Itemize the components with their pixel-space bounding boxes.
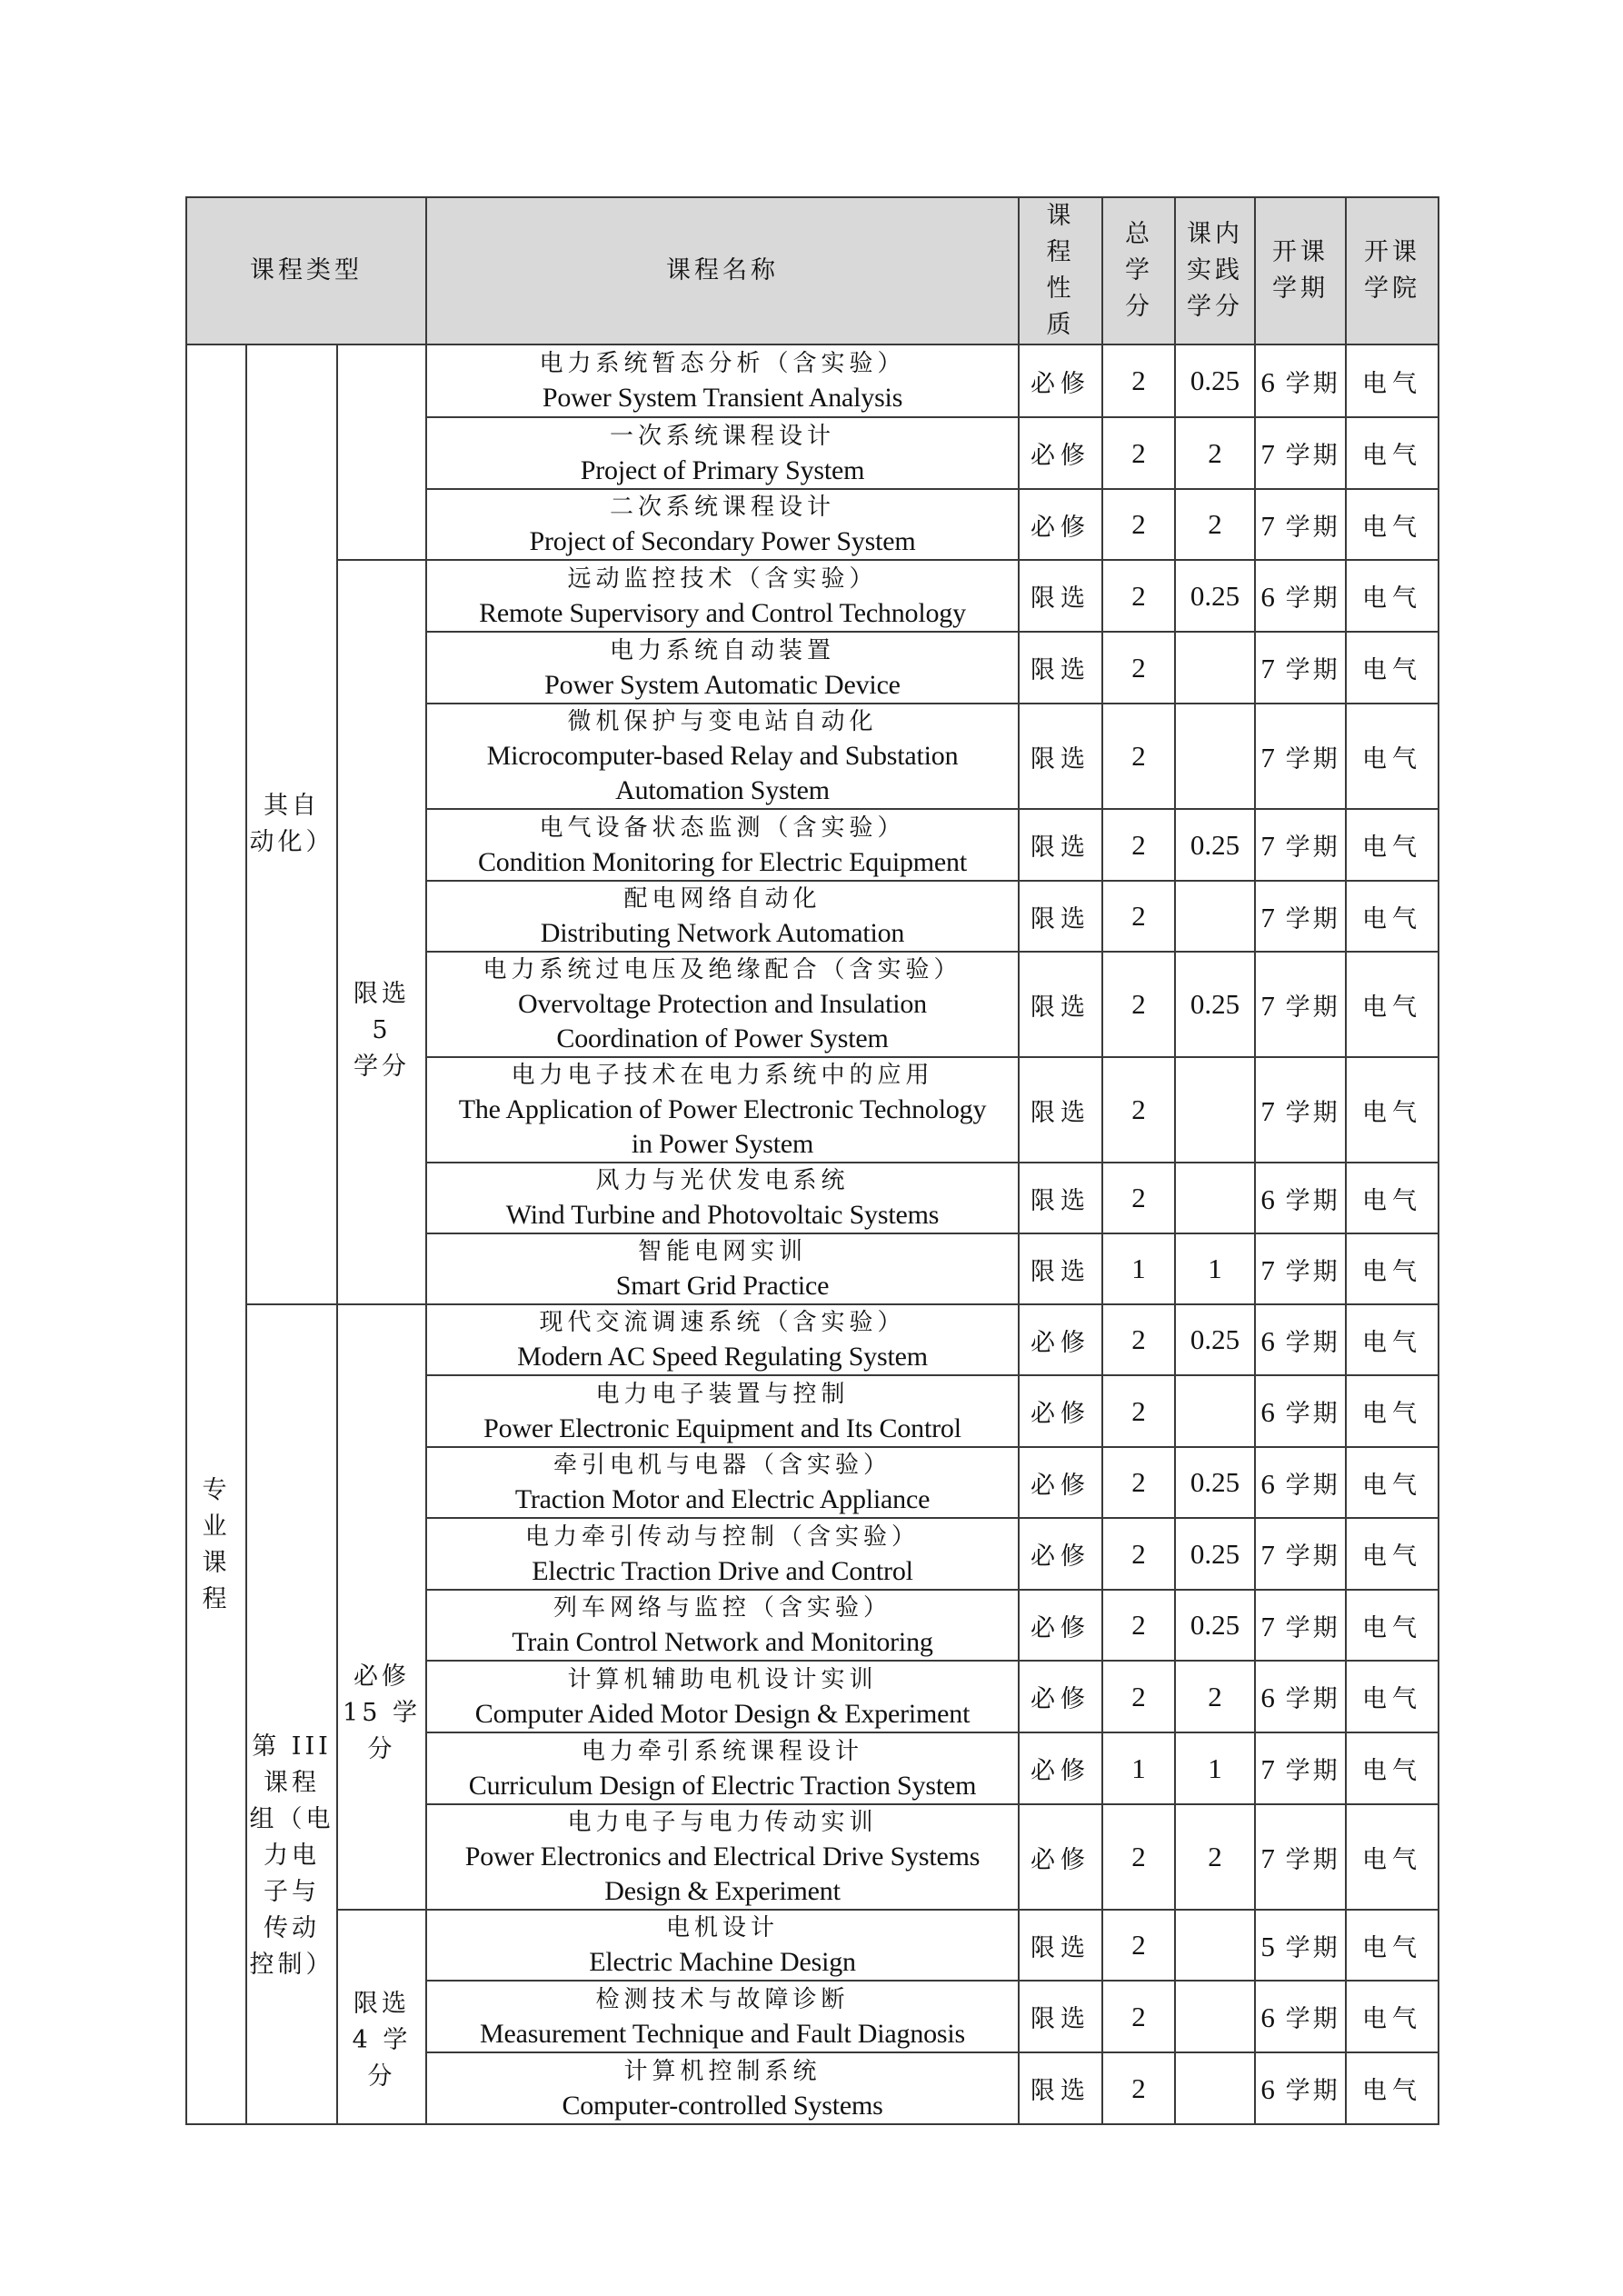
term-number: 7 xyxy=(1260,1539,1286,1571)
course-nature-cell: 必修 xyxy=(1019,1518,1102,1590)
course-name-cn: 电力系统自动装置 xyxy=(609,636,835,664)
college-cell: 电气 xyxy=(1346,1233,1439,1304)
total-credits-cell: 2 xyxy=(1102,344,1175,417)
term-cell xyxy=(1255,704,1346,809)
college-cell: 电气 xyxy=(1346,1981,1439,2052)
term-number: 6 xyxy=(1260,1682,1286,1713)
term-unit: 学期 xyxy=(1285,834,1340,862)
term-unit: 学期 xyxy=(1285,656,1340,684)
course-name-en-cont: in Power System xyxy=(631,1129,814,1159)
course-nature-cell: 必修 xyxy=(1019,1447,1102,1518)
total-credits-cell: 2 xyxy=(1102,704,1175,809)
practice-credits-cell: 2 xyxy=(1175,1804,1255,1910)
term-cell xyxy=(1255,1518,1346,1590)
term-unit: 学期 xyxy=(1285,1471,1340,1500)
term-number: 7 xyxy=(1260,1253,1286,1286)
header-course-nature: 课程 性质 xyxy=(1019,197,1102,344)
course-name-cn: 二次系统课程设计 xyxy=(609,494,835,521)
course-nature-cell: 限选 xyxy=(1019,1233,1102,1304)
college-cell: 电气 xyxy=(1346,1057,1439,1163)
college-cell: 电气 xyxy=(1346,417,1439,489)
term-unit: 学期 xyxy=(1285,904,1340,933)
course-name-cell xyxy=(426,417,1019,489)
term-cell xyxy=(1255,952,1346,1057)
requirement-label-elective4: 限选 4 学 分 xyxy=(352,1990,412,2091)
course-name-cn: 计算机辅助电机设计实训 xyxy=(567,1665,878,1693)
course-name-cell xyxy=(426,1375,1019,1447)
practice-credits-cell: 2 xyxy=(1175,489,1255,560)
course-name-cn: 风力与光伏发电系统 xyxy=(595,1167,850,1194)
term-unit: 学期 xyxy=(1285,744,1340,774)
college-cell: 电气 xyxy=(1346,1447,1439,1518)
term-number: 7 xyxy=(1260,741,1286,774)
total-credits-cell: 2 xyxy=(1102,1304,1175,1375)
practice-credits-cell xyxy=(1175,1910,1255,1981)
term-cell xyxy=(1255,1732,1346,1804)
course-name-en: Wind Turbine and Photovoltaic Systems xyxy=(505,1200,940,1230)
course-nature-cell: 必修 xyxy=(1019,1375,1102,1447)
course-name-cn: 电力电子装置与控制 xyxy=(595,1380,850,1408)
requirement-label-required15: 必修 15 学 分 xyxy=(343,1662,421,1763)
college-cell: 电气 xyxy=(1346,344,1439,417)
total-credits-cell: 2 xyxy=(1102,1518,1175,1590)
college-cell: 电气 xyxy=(1346,704,1439,809)
course-nature-cell: 必修 xyxy=(1019,489,1102,560)
practice-credits-cell xyxy=(1175,1163,1255,1233)
practice-credits-cell: 0.25 xyxy=(1175,952,1255,1057)
total-credits-cell: 2 xyxy=(1102,489,1175,560)
course-name-en: Electric Traction Drive and Control xyxy=(532,1555,913,1586)
course-name-cell xyxy=(426,1447,1019,1518)
college-cell: 电气 xyxy=(1346,1804,1439,1910)
term-unit: 学期 xyxy=(1285,1098,1340,1127)
course-nature-cell: 限选 xyxy=(1019,881,1102,952)
term-number: 7 xyxy=(1260,989,1286,1022)
subgroup-cell-top xyxy=(246,344,337,1304)
practice-credits-cell: 2 xyxy=(1175,417,1255,489)
practice-credits-cell: 1 xyxy=(1175,1233,1255,1304)
course-name-cell xyxy=(426,881,1019,952)
course-name-cn: 电力电子技术在电力系统中的应用 xyxy=(511,1062,934,1089)
total-credits-cell: 2 xyxy=(1102,417,1175,489)
term-cell xyxy=(1255,1304,1346,1375)
practice-credits-cell: 0.25 xyxy=(1175,1518,1255,1590)
course-name-en: Power Electronics and Electrical Drive Systems xyxy=(464,1842,981,1872)
practice-credits-cell xyxy=(1175,2052,1255,2124)
term-cell xyxy=(1255,1057,1346,1163)
course-name-cell xyxy=(426,1981,1019,2052)
term-unit: 学期 xyxy=(1285,1542,1340,1571)
practice-credits-cell xyxy=(1175,704,1255,809)
course-rows xyxy=(186,344,1439,2124)
total-credits-cell: 2 xyxy=(1102,1804,1175,1910)
course-nature-cell: 必修 xyxy=(1019,1732,1102,1804)
term-number: 7 xyxy=(1260,653,1286,684)
total-credits-cell: 2 xyxy=(1102,2052,1175,2124)
requirement-cell-elective5 xyxy=(337,560,426,1304)
term-cell xyxy=(1255,1910,1346,1981)
term-cell xyxy=(1255,560,1346,632)
practice-credits-cell: 0.25 xyxy=(1175,560,1255,632)
term-cell xyxy=(1255,417,1346,489)
course-name-en-cont: Automation System xyxy=(615,775,830,805)
course-name-en: Project of Secondary Power System xyxy=(529,526,916,556)
course-name-en: Computer-controlled Systems xyxy=(562,2090,883,2121)
course-name-cn: 微机保护与变电站自动化 xyxy=(567,708,878,735)
term-cell xyxy=(1255,1233,1346,1304)
practice-credits-cell xyxy=(1175,1981,1255,2052)
practice-credits-cell: 2 xyxy=(1175,1661,1255,1732)
course-name-en: Smart Grid Practice xyxy=(615,1271,830,1301)
total-credits-cell: 2 xyxy=(1102,560,1175,632)
term-number: 7 xyxy=(1260,1094,1286,1127)
term-unit: 学期 xyxy=(1285,1328,1340,1357)
subgroup-label-iii: 第 III 课程 组（电 力电 子与 传动 控制） xyxy=(249,1732,334,1979)
course-name-cn: 电机设计 xyxy=(665,1914,779,1942)
practice-credits-cell: 1 xyxy=(1175,1732,1255,1804)
term-number: 6 xyxy=(1260,1183,1286,1215)
term-cell xyxy=(1255,489,1346,560)
term-cell xyxy=(1255,1661,1346,1732)
term-cell xyxy=(1255,1590,1346,1661)
course-nature-cell: 限选 xyxy=(1019,952,1102,1057)
course-name-cn: 现代交流调速系统（含实验） xyxy=(539,1309,906,1336)
practice-credits-cell: 0.25 xyxy=(1175,809,1255,881)
practice-credits-cell: 0.25 xyxy=(1175,1590,1255,1661)
header-total-credits: 总 学 分 xyxy=(1102,197,1175,344)
course-name-cell xyxy=(426,704,1019,809)
category-label: 专 业 课 程 xyxy=(202,1475,231,1613)
course-name-cn: 电气设备状态监测（含实验） xyxy=(539,814,906,842)
course-name-cn: 远动监控技术（含实验） xyxy=(567,564,878,593)
total-credits-cell: 2 xyxy=(1102,809,1175,881)
course-name-en: Distributing Network Automation xyxy=(540,918,905,948)
total-credits-cell: 2 xyxy=(1102,881,1175,952)
term-unit: 学期 xyxy=(1285,1400,1340,1428)
course-nature-cell: 必修 xyxy=(1019,1804,1102,1910)
term-number: 7 xyxy=(1260,1610,1286,1642)
course-name-en: Project of Primary System xyxy=(580,454,865,485)
term-number: 6 xyxy=(1260,1396,1286,1428)
course-name-cn: 检测技术与故障诊断 xyxy=(595,1985,850,2013)
total-credits-cell: 2 xyxy=(1102,952,1175,1057)
practice-credits-cell: 0.25 xyxy=(1175,1447,1255,1518)
term-unit: 学期 xyxy=(1285,1685,1340,1713)
course-row xyxy=(186,1304,1439,1375)
college-cell: 电气 xyxy=(1346,1661,1439,1732)
course-name-cn: 智能电网实训 xyxy=(637,1238,807,1265)
term-number: 6 xyxy=(1260,365,1286,398)
course-name-cell xyxy=(426,1910,1019,1981)
term-number: 7 xyxy=(1260,509,1286,542)
course-name-cn: 电力电子与电力传动实训 xyxy=(567,1809,878,1836)
course-name-cn: 计算机控制系统 xyxy=(623,2057,821,2085)
college-cell: 电气 xyxy=(1346,809,1439,881)
course-name-en-cont: Design & Experiment xyxy=(604,1876,841,1906)
course-name-en: Remote Supervisory and Control Technology xyxy=(479,597,966,628)
course-name-en: Computer Aided Motor Design & Experiment xyxy=(474,1698,971,1729)
course-name-en: Microcomputer-based Relay and Substation xyxy=(486,741,959,771)
course-name-cell xyxy=(426,1304,1019,1375)
course-nature-cell: 限选 xyxy=(1019,1910,1102,1981)
course-name-cell xyxy=(426,809,1019,881)
total-credits-cell: 1 xyxy=(1102,1233,1175,1304)
requirement-cell-required15 xyxy=(337,1304,426,1910)
course-name-en: Measurement Technique and Fault Diagnosis xyxy=(479,2018,966,2049)
course-name-en: Power System Automatic Device xyxy=(544,669,901,700)
practice-credits-cell xyxy=(1175,1057,1255,1163)
header-course-name: 课程名称 xyxy=(426,197,1019,344)
course-name-cell xyxy=(426,489,1019,560)
course-nature-cell: 必修 xyxy=(1019,344,1102,417)
term-cell xyxy=(1255,344,1346,417)
term-unit: 学期 xyxy=(1285,993,1340,1022)
term-number: 7 xyxy=(1260,438,1286,470)
term-number: 7 xyxy=(1260,830,1286,862)
term-cell xyxy=(1255,2052,1346,2124)
course-nature-cell: 限选 xyxy=(1019,1163,1102,1233)
term-unit: 学期 xyxy=(1285,584,1340,613)
course-name-cell xyxy=(426,2052,1019,2124)
college-cell: 电气 xyxy=(1346,952,1439,1057)
term-number: 5 xyxy=(1260,1930,1286,1962)
term-cell xyxy=(1255,1804,1346,1910)
course-nature-cell: 限选 xyxy=(1019,560,1102,632)
college-cell: 电气 xyxy=(1346,1732,1439,1804)
term-unit: 学期 xyxy=(1285,1613,1340,1642)
subgroup-label-top: 其自 动化） xyxy=(249,792,334,856)
course-nature-cell: 必修 xyxy=(1019,417,1102,489)
term-unit: 学期 xyxy=(1285,1845,1340,1874)
college-cell: 电气 xyxy=(1346,1304,1439,1375)
practice-credits-cell xyxy=(1175,632,1255,704)
course-name-en-cont: Coordination of Power System xyxy=(556,1023,889,1053)
course-name-cell xyxy=(426,1661,1019,1732)
course-name-cn: 电力系统过电压及绝缘配合（含实验） xyxy=(483,956,962,983)
term-number: 6 xyxy=(1260,581,1286,613)
term-number: 6 xyxy=(1260,1324,1286,1357)
course-name-cn: 电力牵引系统课程设计 xyxy=(581,1737,863,1765)
term-number: 7 xyxy=(1260,1753,1286,1785)
course-name-en: Overvoltage Protection and Insulation xyxy=(518,989,927,1019)
course-nature-cell: 限选 xyxy=(1019,1057,1102,1163)
college-cell: 电气 xyxy=(1346,1163,1439,1233)
term-cell xyxy=(1255,1163,1346,1233)
total-credits-cell: 2 xyxy=(1102,1447,1175,1518)
term-unit: 学期 xyxy=(1285,369,1340,398)
course-name-cell xyxy=(426,1590,1019,1661)
term-cell xyxy=(1255,1981,1346,2052)
header-row xyxy=(186,197,1439,344)
course-nature-cell: 限选 xyxy=(1019,2052,1102,2124)
course-name-cn: 电力牵引传动与控制（含实验） xyxy=(524,1522,920,1551)
course-row xyxy=(186,1910,1439,1981)
header-term: 开课 学期 xyxy=(1255,197,1346,344)
term-number: 7 xyxy=(1260,1842,1286,1874)
term-cell xyxy=(1255,1447,1346,1518)
requirement-cell-elective4 xyxy=(337,1910,426,2124)
total-credits-cell: 2 xyxy=(1102,1375,1175,1447)
term-unit: 学期 xyxy=(1285,513,1340,542)
course-name-cell xyxy=(426,560,1019,632)
college-cell: 电气 xyxy=(1346,632,1439,704)
college-cell: 电气 xyxy=(1346,489,1439,560)
course-name-cn: 列车网络与监控（含实验） xyxy=(553,1594,891,1622)
total-credits-cell: 2 xyxy=(1102,1590,1175,1661)
course-name-cn: 一次系统课程设计 xyxy=(609,422,835,450)
course-nature-cell: 限选 xyxy=(1019,632,1102,704)
course-nature-cell: 必修 xyxy=(1019,1590,1102,1661)
college-cell: 电气 xyxy=(1346,881,1439,952)
header-course-type: 课程类型 xyxy=(186,197,426,344)
term-number: 6 xyxy=(1260,2002,1286,2033)
practice-credits-cell: 0.25 xyxy=(1175,344,1255,417)
course-name-cell xyxy=(426,1057,1019,1163)
course-name-cell xyxy=(426,952,1019,1057)
total-credits-cell: 2 xyxy=(1102,1661,1175,1732)
course-name-en: Power Electronic Equipment and Its Control xyxy=(483,1413,961,1443)
course-name-cn: 配电网络自动化 xyxy=(623,885,821,913)
total-credits-cell: 2 xyxy=(1102,1981,1175,2052)
course-name-cell xyxy=(426,1732,1019,1804)
requirement-cell-required-top xyxy=(337,344,426,560)
term-cell xyxy=(1255,632,1346,704)
total-credits-cell: 2 xyxy=(1102,1163,1175,1233)
practice-credits-cell: 0.25 xyxy=(1175,1304,1255,1375)
term-cell xyxy=(1255,809,1346,881)
total-credits-cell: 2 xyxy=(1102,1057,1175,1163)
college-cell: 电气 xyxy=(1346,1375,1439,1447)
course-name-cell xyxy=(426,1163,1019,1233)
course-name-en: Modern AC Speed Regulating System xyxy=(517,1342,928,1372)
term-unit: 学期 xyxy=(1285,1933,1340,1962)
college-cell: 电气 xyxy=(1346,1518,1439,1590)
term-cell xyxy=(1255,881,1346,952)
header-practice-credits: 课内 实践 学分 xyxy=(1175,197,1255,344)
course-table xyxy=(185,196,1439,2125)
term-unit: 学期 xyxy=(1285,2005,1340,2033)
course-name-en: Power System Transient Analysis xyxy=(542,383,903,413)
practice-credits-cell xyxy=(1175,1375,1255,1447)
course-name-en: Traction Motor and Electric Appliance xyxy=(514,1484,931,1514)
term-number: 6 xyxy=(1260,1467,1286,1500)
term-number: 7 xyxy=(1260,901,1286,933)
college-cell: 电气 xyxy=(1346,2052,1439,2124)
term-cell xyxy=(1255,1375,1346,1447)
course-nature-cell: 必修 xyxy=(1019,1304,1102,1375)
course-name-en: Curriculum Design of Electric Traction System xyxy=(468,1770,977,1801)
term-unit: 学期 xyxy=(1285,2077,1340,2105)
course-name-cell xyxy=(426,344,1019,417)
term-unit: 学期 xyxy=(1285,1757,1340,1785)
college-cell: 电气 xyxy=(1346,560,1439,632)
total-credits-cell: 2 xyxy=(1102,632,1175,704)
requirement-label-elective5: 限选 5 学分 xyxy=(353,979,410,1081)
course-nature-cell: 限选 xyxy=(1019,704,1102,809)
term-number: 6 xyxy=(1260,2073,1286,2105)
course-name-en: Condition Monitoring for Electric Equipment xyxy=(478,846,967,877)
term-unit: 学期 xyxy=(1285,1186,1340,1215)
course-name-en: Train Control Network and Monitoring xyxy=(512,1627,933,1657)
course-name-cell xyxy=(426,1233,1019,1304)
total-credits-cell: 2 xyxy=(1102,1910,1175,1981)
course-row xyxy=(186,344,1439,417)
course-name-en: The Application of Power Electronic Technology xyxy=(458,1094,987,1124)
college-cell: 电气 xyxy=(1346,1590,1439,1661)
college-cell: 电气 xyxy=(1346,1910,1439,1981)
header-college: 开课 学院 xyxy=(1346,197,1439,344)
course-row xyxy=(186,560,1439,632)
course-nature-cell: 限选 xyxy=(1019,809,1102,881)
course-name-cn: 牵引电机与电器（含实验） xyxy=(553,1452,891,1479)
course-name-cn: 电力系统暂态分析（含实验） xyxy=(539,350,906,377)
course-name-en: Electric Machine Design xyxy=(589,1947,856,1977)
course-nature-cell: 必修 xyxy=(1019,1661,1102,1732)
category-cell xyxy=(186,344,246,2124)
course-name-cell xyxy=(426,1518,1019,1590)
total-credits-cell: 1 xyxy=(1102,1732,1175,1804)
subgroup-cell-iii xyxy=(246,1304,337,2124)
course-name-cell xyxy=(426,632,1019,704)
practice-credits-cell xyxy=(1175,881,1255,952)
term-unit: 学期 xyxy=(1285,442,1340,470)
course-nature-cell: 限选 xyxy=(1019,1981,1102,2052)
term-unit: 学期 xyxy=(1285,1257,1340,1286)
course-name-cell xyxy=(426,1804,1019,1910)
